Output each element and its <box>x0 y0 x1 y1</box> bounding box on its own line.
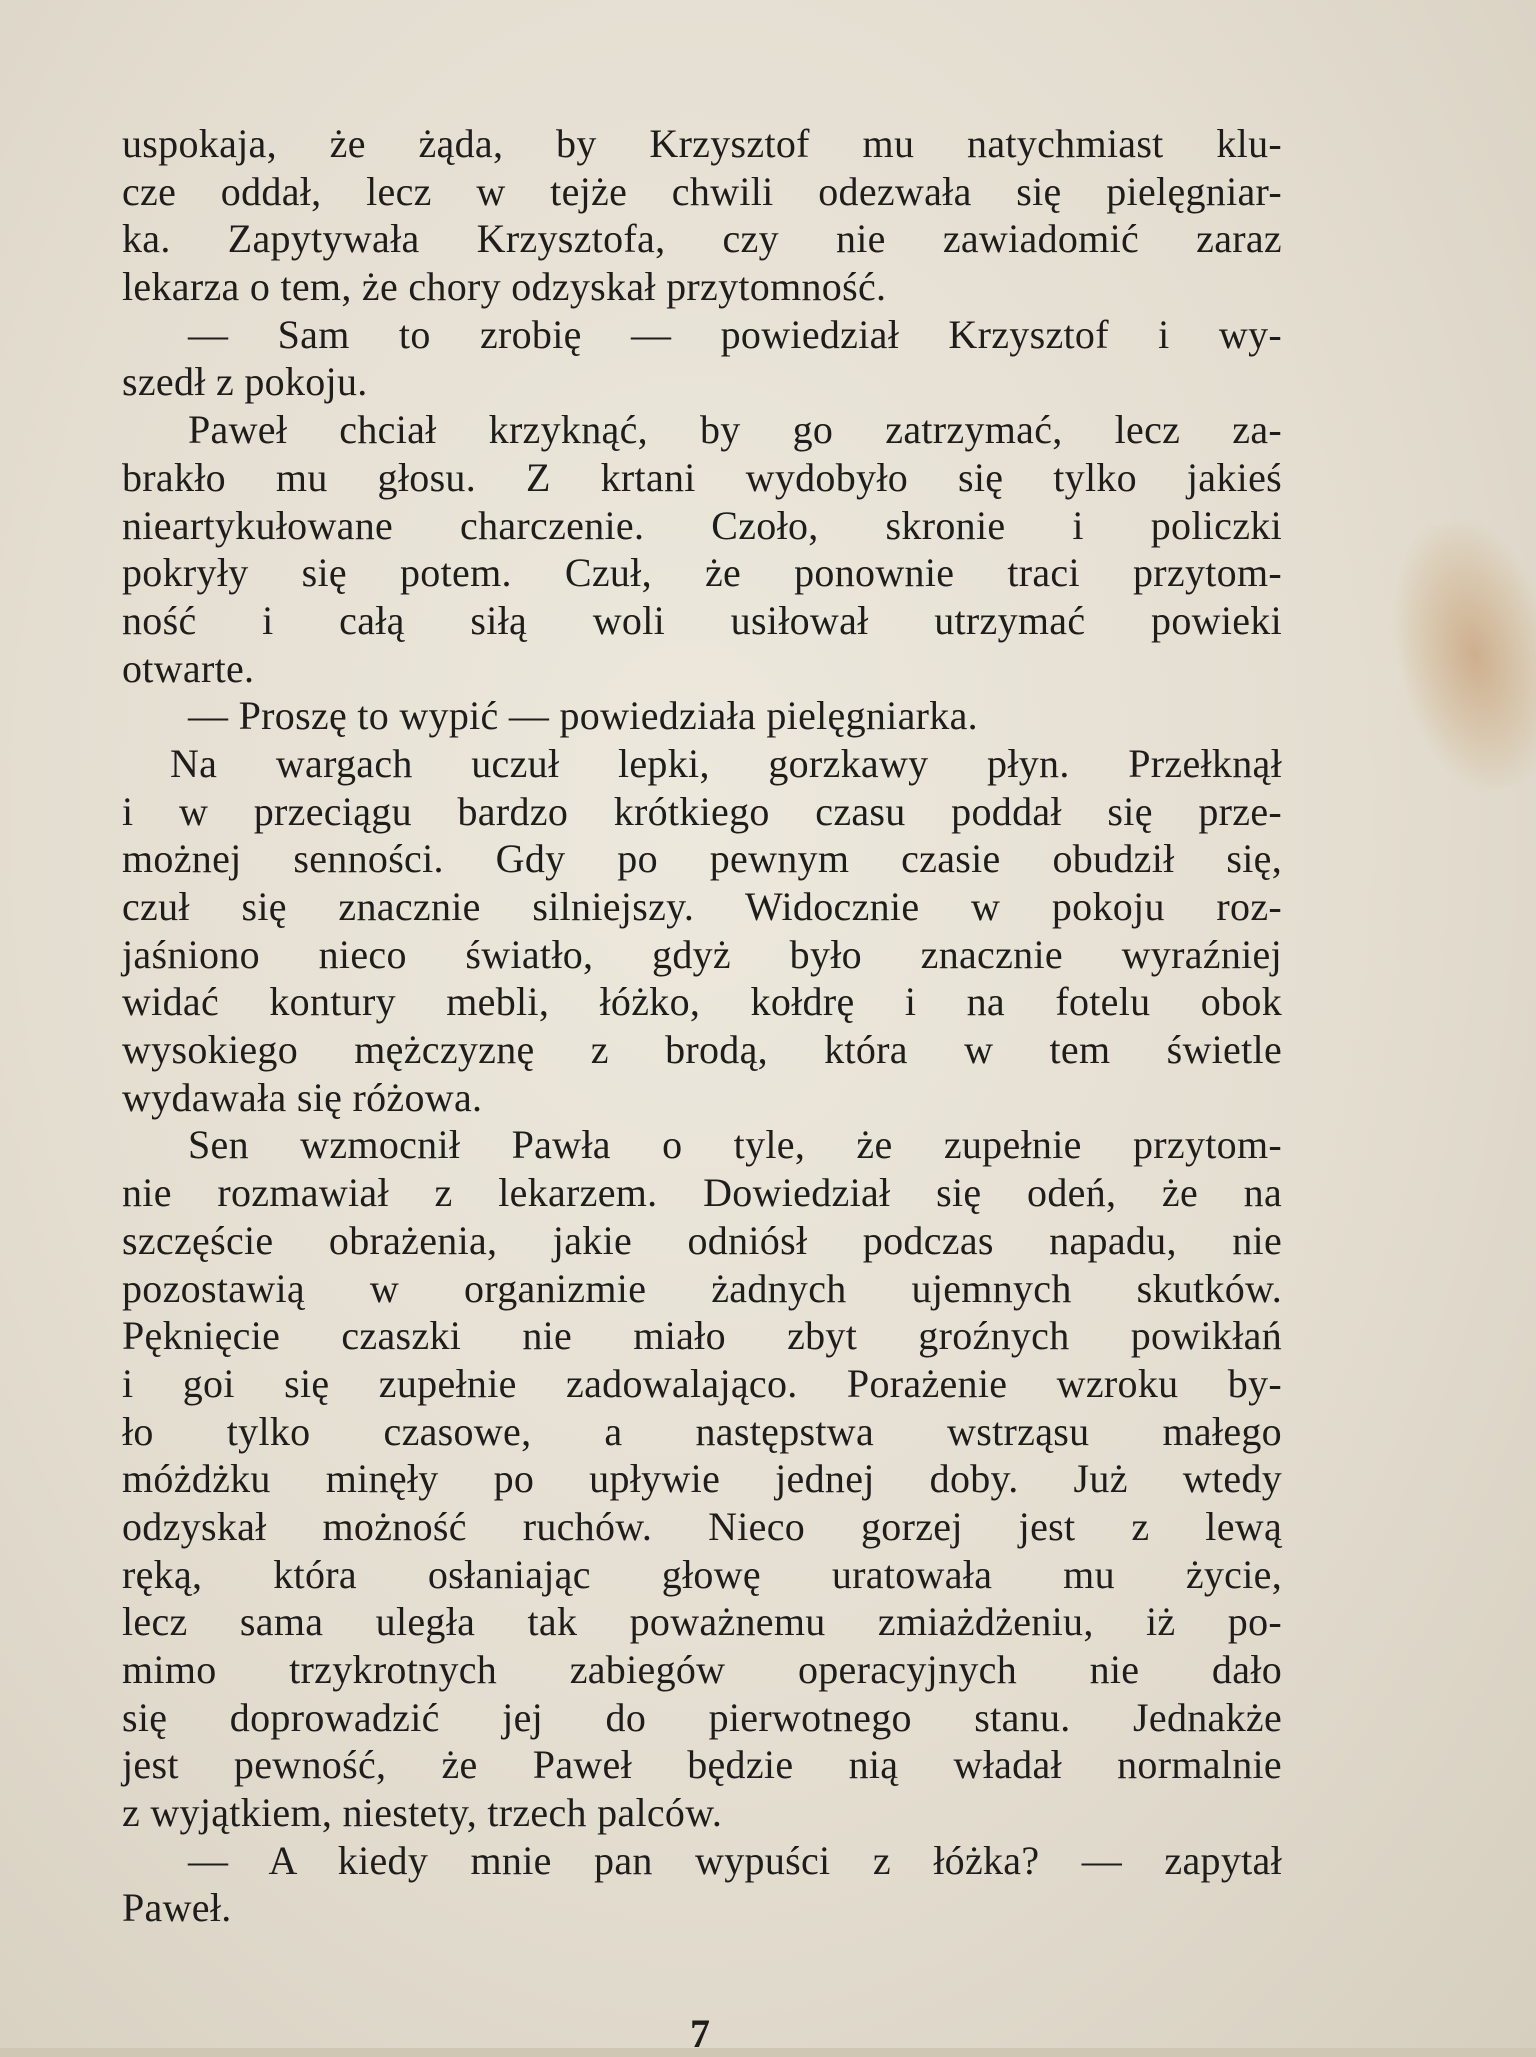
text-line: się doprowadzić jej do pierwotnego stanu. Jednakże <box>122 1694 1282 1740</box>
text-line: uspokaja, że żąda, by Krzysztof mu natychmiast klu- <box>122 121 1282 166</box>
paper-stain <box>1374 507 1536 802</box>
text-line: możnej senności. Gdy po pewnym czasie obudził się, <box>122 836 1282 882</box>
text-line: ność i całą siłą woli usiłował utrzymać powieki <box>122 597 1282 643</box>
text-line: jest pewność, że Paweł będzie nią władał normalnie <box>122 1742 1282 1788</box>
text-line: jaśniono nieco światło, gdyż było znacznie wyraźniej <box>122 931 1282 977</box>
text-line: odzyskał możność ruchów. Nieco gorzej jest z lewą <box>122 1503 1282 1549</box>
text-line: wydawała się różowa. <box>122 1074 483 1120</box>
text-line: otwarte. <box>122 645 255 691</box>
text-line: — A kiedy mnie pan wypuści z łóżka? — zapytał <box>188 1837 1282 1883</box>
text-line: Sen wzmocnił Pawła o tyle, że zupełnie przytom- <box>188 1122 1282 1168</box>
text-line: — Sam to zrobię — powiedział Krzysztof i wy- <box>188 311 1282 357</box>
text-line: ka. Zapytywała Krzysztofa, czy nie zawiadomić zaraz <box>122 216 1282 262</box>
text-line: z wyjątkiem, niestety, trzech palców. <box>122 1790 723 1836</box>
text-line: Pęknięcie czaszki nie miało zbyt groźnych powikłań <box>122 1313 1282 1359</box>
text-line: lecz sama uległa tak poważnemu zmiażdżeniu, iż po- <box>122 1599 1282 1645</box>
text-line: ło tylko czasowe, a następstwa wstrząsu małego <box>122 1408 1282 1454</box>
text-line: wysokiego mężczyznę z brodą, która w tem świetle <box>122 1027 1282 1073</box>
text-line: — Proszę to wypić — powiedziała pielęgniarka. <box>188 693 978 739</box>
text-line: szedł z pokoju. <box>122 359 368 405</box>
text-line: widać kontury mebli, łóżko, kołdrę i na fotelu obok <box>122 979 1282 1025</box>
text-line: i goi się zupełnie zadowalająco. Porażenie wzroku by- <box>122 1360 1282 1406</box>
text-line: ręką, która osłaniając głowę uratowała mu życie, <box>122 1551 1282 1597</box>
text-line: móżdżku minęły po upływie jednej doby. Już wtedy <box>122 1456 1282 1502</box>
text-line: brakło mu głosu. Z krtani wydobyło się tylko jakieś <box>122 454 1282 500</box>
text-line: lekarza o tem, że chory odzyskał przytomność. <box>122 264 887 310</box>
text-line: nieartykułowane charczenie. Czoło, skronie i policzki <box>122 502 1282 548</box>
text-line: czuł się znacznie silniejszy. Widocznie w pokoju roz- <box>122 884 1282 929</box>
text-line: Paweł chciał krzyknąć, by go zatrzymać, lecz za- <box>188 407 1282 453</box>
body-text <box>122 120 1282 1932</box>
text-line: Na wargach uczuł lepki, gorzkawy płyn. Przełknął <box>170 740 1282 786</box>
text-line: nie rozmawiał z lekarzem. Dowiedział się odeń, że na <box>122 1170 1282 1216</box>
text-line: mimo trzykrotnych zabiegów operacyjnych nie dało <box>122 1647 1282 1692</box>
text-line: i w przeciągu bardzo krótkiego czasu poddał się prze- <box>122 788 1282 834</box>
page-number: 7 <box>690 2011 710 2056</box>
text-line: pokryły się potem. Czuł, że ponownie traci przytom- <box>122 550 1282 596</box>
text-line: cze oddał, lecz w tejże chwili odezwała się pielęgniar- <box>122 168 1282 214</box>
text-line: Paweł. <box>122 1885 232 1931</box>
text-line: szczęście obrażenia, jakie odniósł podczas napadu, nie <box>122 1217 1282 1263</box>
text-line: pozostawią w organizmie żadnych ujemnych skutków. <box>122 1265 1282 1311</box>
